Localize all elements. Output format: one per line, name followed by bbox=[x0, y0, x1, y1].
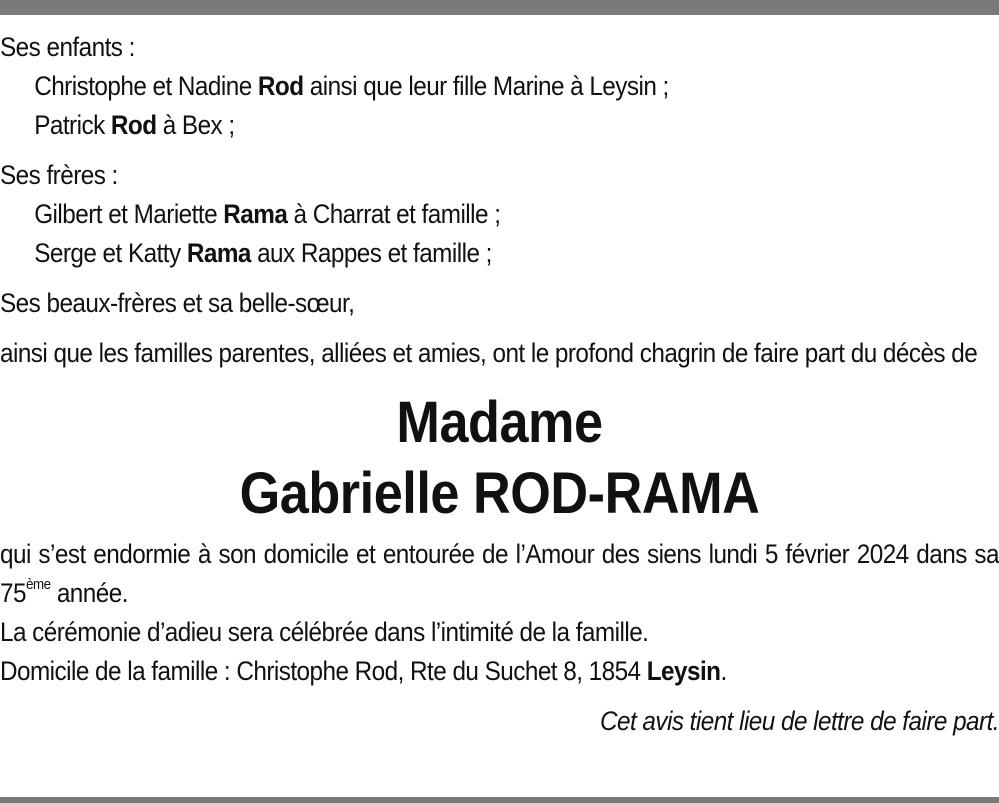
announcement-paragraph: ainsi que les familles parentes, alliées et amies, ont le profond chagrin de faire part du décès de bbox=[0, 338, 978, 368]
children-line-1: Christophe et Nadine Rod ainsi que leur fille Marine à Leysin ; bbox=[34, 71, 669, 101]
town-name: Leysin bbox=[646, 656, 721, 686]
ordinal-suffix: ème bbox=[25, 576, 51, 593]
closing-line: Cet avis tient lieu de lettre de faire part. bbox=[599, 706, 999, 736]
passing-paragraph: qui s’est endormie à son domicile et entourée de l’Amour des siens lundi 5 février 2024 dans sa 75ème année. bbox=[0, 539, 999, 608]
top-border bbox=[0, 0, 999, 15]
deceased-name: Gabrielle ROD-RAMA bbox=[239, 461, 760, 526]
ceremony-line: La cérémonie d’adieu sera célébrée dans l’intimité de la famille. bbox=[0, 617, 649, 647]
family-name: Rama bbox=[186, 238, 251, 268]
family-name: Rama bbox=[223, 199, 288, 229]
brothers-heading: Ses frères : bbox=[0, 160, 118, 190]
brothers-line-1: Gilbert et Mariette Rama à Charrat et famille ; bbox=[34, 199, 501, 229]
obituary-notice bbox=[0, 28, 999, 741]
address-line: Domicile de la famille : Christophe Rod, Rte du Suchet 8, 1854 Leysin. bbox=[0, 656, 727, 686]
bottom-border bbox=[0, 797, 999, 803]
children-heading: Ses enfants : bbox=[0, 32, 135, 62]
brothers-line-2: Serge et Katty Rama aux Rappes et famille ; bbox=[34, 238, 492, 268]
family-name: Rod bbox=[110, 110, 157, 140]
in-laws-line: Ses beaux-frères et sa belle-sœur, bbox=[0, 288, 355, 318]
deceased-title: Madame bbox=[396, 390, 603, 455]
children-line-2: Patrick Rod à Bex ; bbox=[34, 110, 235, 140]
family-name: Rod bbox=[257, 71, 304, 101]
deceased-block bbox=[0, 387, 999, 529]
